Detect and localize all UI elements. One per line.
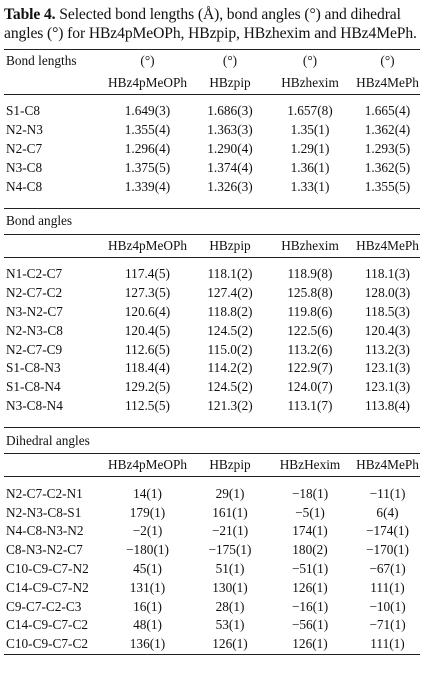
column-header: HBzpip	[195, 454, 265, 477]
row-label: N2-C7-C9	[6, 341, 63, 357]
row-label: S1-C8-N4	[6, 379, 61, 395]
row-label: N2-C7-C2-N1	[6, 485, 83, 501]
table-cell: −175(1)	[208, 542, 252, 558]
row-label: N2-N3-C8-S1	[6, 504, 82, 520]
table-cell: 1.296(4)	[124, 140, 171, 156]
table-cell: 112.5(5)	[125, 397, 170, 413]
row-label: N2-C7	[6, 140, 43, 156]
column-header: HBzhexim	[265, 72, 355, 95]
table-cell: −21(1)	[211, 523, 249, 539]
bond-length-row	[4, 177, 420, 196]
table-cell: −5(1)	[295, 504, 325, 520]
unit-header: (°)	[100, 50, 195, 73]
table-cell: 51(1)	[215, 560, 245, 576]
table-cell: 1.665(4)	[364, 103, 411, 119]
table-cell: 1.375(5)	[124, 159, 171, 175]
bond-angle-row	[4, 284, 420, 303]
table-cell: 6(4)	[376, 504, 399, 520]
column-header: HBzpip	[195, 72, 265, 95]
table-cell: 1.35(1)	[290, 122, 330, 138]
bond-lengths-header-row	[4, 50, 420, 73]
table-cell: 1.29(1)	[290, 140, 330, 156]
row-label: C14-C9-C7-C2	[6, 617, 89, 633]
table-cell: 120.4(5)	[124, 322, 171, 338]
table-cell: 122.9(7)	[287, 360, 333, 376]
table-cell: 118.1(3)	[365, 266, 410, 282]
column-header: HBz4MePh	[355, 454, 420, 477]
table-cell: 29(1)	[215, 485, 245, 501]
table-cell: 128.0(3)	[364, 285, 411, 301]
dihedral-angle-row	[4, 484, 420, 503]
dihedral-angle-row	[4, 522, 420, 541]
table-cell: −11(1)	[369, 485, 406, 501]
column-header: HBz4pMeOPh	[100, 72, 195, 95]
table-cell: 53(1)	[215, 617, 245, 633]
table-cell: 136(1)	[100, 635, 195, 654]
bond-angle-row	[4, 303, 420, 322]
table-cell: 113.2(6)	[287, 341, 333, 357]
table-cell: 1.355(5)	[364, 178, 411, 194]
table-cell: 180(2)	[292, 542, 328, 558]
section-title-bond-lengths: Bond lengths	[4, 50, 100, 73]
bond-length-row	[4, 140, 420, 159]
table-cell: 113.8(4)	[365, 397, 410, 413]
table-cell: 45(1)	[133, 560, 162, 576]
bond-angles-title-row	[4, 208, 420, 234]
dihedral-angle-row	[4, 635, 420, 654]
table-cell: 129.2(5)	[124, 379, 171, 395]
unit-header: (°)	[265, 50, 355, 73]
table-cell: 126(1)	[292, 579, 328, 595]
table-cell: 118.9(8)	[287, 266, 333, 282]
row-label: C9-C7-C2-C3	[6, 598, 82, 614]
dihedral-angle-row	[4, 597, 420, 616]
table-cell: 1.290(4)	[207, 140, 253, 156]
table-cell: 118.8(2)	[207, 303, 253, 319]
bond-lengths-column-header-row	[4, 72, 420, 95]
bond-angle-row	[4, 265, 420, 284]
bond-length-row	[4, 102, 420, 121]
column-header: HBz4MePh	[355, 234, 420, 257]
row-label: C10-C9-C7-N2	[6, 560, 89, 576]
bond-angle-row	[4, 397, 420, 416]
section-title-bond-angles: Bond angles	[6, 213, 73, 229]
table-cell: 1.36(1)	[290, 159, 330, 175]
table-caption	[4, 5, 420, 43]
table-cell: 16(1)	[133, 598, 162, 614]
bond-length-row	[4, 158, 420, 177]
table-cell: 113.1(7)	[287, 397, 333, 413]
table-cell: 115.0(2)	[207, 341, 253, 357]
table-cell: −51(1)	[291, 560, 329, 576]
column-header: HBzpip	[195, 234, 265, 257]
table-cell: 111(1)	[355, 635, 420, 654]
table-cell: 125.8(8)	[287, 285, 333, 301]
column-header: HBzHexim	[265, 454, 355, 477]
table-cell: −16(1)	[291, 598, 329, 614]
bond-length-row	[4, 121, 420, 140]
row-label: N2-N3	[6, 122, 43, 138]
row-label: N3-N2-C7	[6, 303, 63, 319]
table-cell: 126(1)	[265, 635, 355, 654]
dihedral-angles-title-row	[4, 428, 420, 454]
table-cell: 123.1(3)	[364, 379, 411, 395]
table-cell: 1.339(4)	[124, 178, 171, 194]
table-cell: −56(1)	[291, 617, 329, 633]
table-cell: 126(1)	[195, 635, 265, 654]
dihedral-angle-row	[4, 503, 420, 522]
column-header: HBz4pMeOPh	[100, 454, 195, 477]
table-cell: −170(1)	[366, 542, 409, 558]
data-table	[4, 49, 420, 655]
table-cell: 14(1)	[133, 485, 162, 501]
section-title-dihedral-angles: Dihedral angles	[6, 432, 90, 448]
row-label: C10-C9-C7-C2	[4, 635, 100, 654]
bond-angles-column-header-row	[4, 234, 420, 257]
dihedral-angles-column-header-row	[4, 454, 420, 477]
dihedral-angle-row	[4, 578, 420, 597]
column-header: HBz4pMeOPh	[100, 234, 195, 257]
unit-header: (°)	[355, 50, 420, 73]
dihedral-angle-row	[4, 616, 420, 635]
unit-header: (°)	[195, 50, 265, 73]
table-cell: 1.355(4)	[124, 122, 171, 138]
table-cell: 120.4(3)	[364, 322, 411, 338]
table-cell: 112.6(5)	[125, 341, 170, 357]
row-label: N1-C2-C7	[6, 266, 63, 282]
table-cell: 1.686(3)	[207, 103, 253, 119]
table-cell: 123.1(3)	[364, 360, 411, 376]
table-cell: 121.3(2)	[207, 397, 253, 413]
row-label: S1-C8	[6, 103, 40, 119]
table-cell: −10(1)	[369, 598, 406, 614]
row-label: C14-C9-C7-N2	[6, 579, 89, 595]
table-cell: 161(1)	[212, 504, 248, 520]
row-label: N4-C8	[6, 178, 43, 194]
table-cell: −67(1)	[369, 560, 406, 576]
table-cell: −71(1)	[369, 617, 406, 633]
table-cell: 113.2(3)	[365, 341, 410, 357]
table-cell: 120.6(4)	[124, 303, 171, 319]
row-label: N4-C8-N3-N2	[6, 523, 84, 539]
column-header: HBzhexim	[265, 234, 355, 257]
table-cell: 1.326(3)	[207, 178, 253, 194]
table-cell: 1.374(4)	[207, 159, 253, 175]
table-cell: 124.0(7)	[287, 379, 333, 395]
dihedral-angle-row	[4, 541, 420, 560]
bond-angle-row	[4, 378, 420, 397]
table-cell: 174(1)	[292, 523, 328, 539]
table-cell: 1.33(1)	[290, 178, 330, 194]
table-cell: 1.649(3)	[124, 103, 171, 119]
table-cell: 28(1)	[215, 598, 245, 614]
table-cell: 127.3(5)	[124, 285, 171, 301]
table-cell: −2(1)	[132, 523, 163, 539]
table-cell: 124.5(2)	[207, 379, 253, 395]
table-cell: 111(1)	[370, 579, 405, 595]
table-cell: 131(1)	[129, 579, 166, 595]
table-cell: 127.4(2)	[207, 285, 253, 301]
row-label: C8-N3-N2-C7	[6, 542, 83, 558]
table-cell: −180(1)	[126, 542, 169, 558]
row-label: N2-C7-C2	[6, 285, 63, 301]
caption-text: Selected bond lengths (Å), bond angles (°) and dihedral angles (°) for HBz4pMeOPh, HBzpip, HBzhexim and HBz4MePh.	[4, 6, 417, 42]
table-cell: 1.362(4)	[364, 122, 411, 138]
column-header: HBz4MePh	[355, 72, 420, 95]
table-cell: 117.4(5)	[125, 266, 170, 282]
table-cell: 179(1)	[129, 504, 166, 520]
table-cell: 118.4(4)	[125, 360, 170, 376]
table-cell: −174(1)	[366, 523, 409, 539]
table-cell: −18(1)	[291, 485, 329, 501]
table-cell: 119.8(6)	[287, 303, 333, 319]
row-label: N2-N3-C8	[6, 322, 63, 338]
table-cell: 1.363(3)	[207, 122, 253, 138]
dihedral-angle-row	[4, 560, 420, 579]
table-cell: 118.5(3)	[365, 303, 410, 319]
table-cell: 1.362(5)	[364, 159, 411, 175]
table-cell: 114.2(2)	[207, 360, 253, 376]
table-cell: 124.5(2)	[207, 322, 253, 338]
bond-angle-row	[4, 321, 420, 340]
table-cell: 1.657(8)	[287, 103, 333, 119]
caption-label: Table 4.	[4, 6, 56, 23]
table-cell: 1.293(5)	[364, 140, 411, 156]
table-cell: 118.1(2)	[207, 266, 253, 282]
row-label: S1-C8-N3	[6, 360, 61, 376]
table-cell: 48(1)	[133, 617, 162, 633]
table-cell: 130(1)	[212, 579, 248, 595]
table-cell: 122.5(6)	[287, 322, 333, 338]
bond-angle-row	[4, 340, 420, 359]
row-label: N3-C8	[6, 159, 43, 175]
row-label: N3-C8-N4	[6, 397, 63, 413]
bond-angle-row	[4, 359, 420, 378]
